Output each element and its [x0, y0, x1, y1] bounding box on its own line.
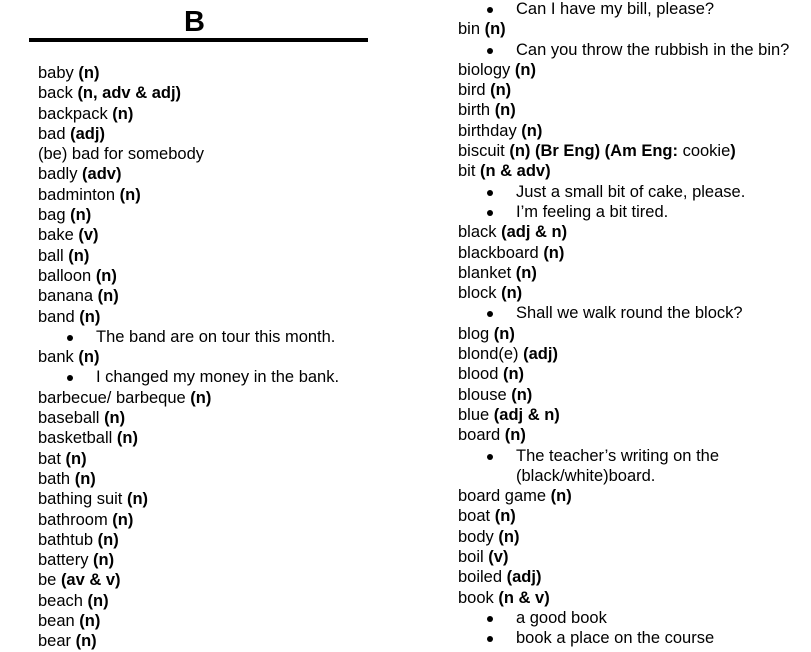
part-of-speech: (adj) — [506, 568, 542, 587]
left-word-column — [38, 63, 339, 652]
part-of-speech: (n) — [190, 388, 212, 407]
word-entry — [458, 588, 789, 608]
word-entry — [38, 611, 339, 631]
word-entry — [38, 286, 339, 306]
example-sentence — [458, 0, 789, 19]
headword: boiled — [458, 568, 507, 587]
example-sentence — [458, 202, 789, 222]
part-of-speech: (n) — [490, 81, 512, 100]
headword: barbecue/ barbeque — [38, 388, 191, 407]
part-of-speech: (n) — [68, 246, 90, 265]
word-entry — [38, 246, 339, 266]
headword: badly — [38, 165, 83, 184]
headword: (be) bad for somebody — [38, 145, 205, 164]
headword: blood — [458, 365, 503, 384]
part-of-speech: (adj & n) — [501, 223, 568, 242]
word-entry — [38, 124, 339, 144]
headword: bad — [38, 124, 71, 143]
example-sentence — [458, 608, 789, 628]
word-entry — [458, 283, 789, 303]
part-of-speech: (n & v) — [498, 588, 550, 607]
bullet-icon — [67, 375, 73, 381]
headword: biscuit — [458, 142, 510, 161]
part-of-speech: (n) — [515, 263, 537, 282]
headword: backpack — [38, 104, 113, 123]
headword: beach — [38, 591, 88, 610]
word-entry — [458, 100, 789, 120]
example-text: (black/white)board. — [516, 466, 656, 485]
bullet-icon — [487, 454, 493, 460]
word-entry — [38, 510, 339, 530]
headword: bake — [38, 226, 79, 245]
part-of-speech: (adj) — [523, 345, 558, 364]
word-entry — [458, 567, 789, 587]
headword: bat — [38, 449, 66, 468]
word-entry — [458, 486, 789, 506]
example-text: The teacher’s writing on the — [516, 446, 720, 465]
headword: bathtub — [38, 530, 98, 549]
word-entry — [458, 60, 789, 80]
example-text: Can you throw the rubbish in the bin? — [516, 40, 790, 59]
part-of-speech: (n) — [543, 243, 565, 262]
headword: blond(e) — [458, 345, 524, 364]
example-sentence — [458, 40, 789, 60]
example-text: book a place on the course — [516, 629, 715, 648]
example-text: I changed my money in the bank. — [96, 368, 340, 387]
example-text: The band are on tour this month. — [96, 327, 336, 346]
part-of-speech: (n) — [79, 307, 101, 326]
part-of-speech: (n) — [493, 324, 515, 343]
part-of-speech: (n, adv & adj) — [77, 84, 182, 103]
headword: bear — [38, 632, 76, 651]
word-entry — [458, 161, 789, 181]
part-of-speech: (adv) — [82, 165, 122, 184]
part-of-speech: (n) — [504, 426, 526, 445]
headword: badminton — [38, 185, 120, 204]
word-entry — [38, 104, 339, 124]
heading-rule — [29, 38, 368, 42]
part-of-speech: (n) — [79, 612, 101, 631]
part-of-speech: (n) (Br Eng) (Am Eng: — [509, 142, 683, 161]
part-of-speech: (n & adv) — [480, 162, 551, 181]
word-entry — [458, 344, 789, 364]
word-entry — [38, 408, 339, 428]
word-entry — [38, 570, 339, 590]
part-of-speech: (n) — [97, 530, 119, 549]
part-of-speech: (n) — [502, 365, 525, 384]
headword: bean — [38, 612, 80, 631]
example-sentence — [458, 628, 789, 648]
right-word-column — [458, 0, 789, 649]
part-of-speech: (adj & n) — [493, 405, 560, 424]
part-of-speech: (n) — [511, 385, 533, 404]
part-of-speech: (v) — [488, 548, 509, 567]
headword: ball — [38, 246, 69, 265]
headword: bag — [38, 206, 71, 225]
word-entry — [458, 547, 789, 567]
word-entry — [38, 185, 339, 205]
word-entry — [38, 83, 339, 103]
word-entry — [458, 19, 789, 39]
part-of-speech: (n) — [70, 206, 92, 225]
close-paren: ) — [730, 142, 736, 161]
headword: band — [38, 307, 80, 326]
alt-word: cookie — [682, 142, 731, 161]
headword: bath — [38, 469, 75, 488]
example-text: Can I have my bill, please? — [516, 0, 715, 18]
part-of-speech: (av & v) — [60, 571, 121, 590]
bullet-icon — [487, 636, 493, 642]
bullet-icon — [487, 210, 493, 216]
part-of-speech: (n) — [521, 121, 543, 140]
headword: book — [458, 588, 499, 607]
part-of-speech: (n) — [95, 266, 117, 285]
bullet-icon — [487, 48, 493, 54]
word-entry — [458, 364, 789, 384]
headword: bin — [458, 20, 485, 39]
word-entry — [38, 489, 339, 509]
headword: back — [38, 84, 78, 103]
word-entry — [38, 266, 339, 286]
part-of-speech: (n) — [104, 409, 126, 428]
headword: banana — [38, 287, 98, 306]
word-entry — [38, 388, 339, 408]
example-text: Just a small bit of cake, please. — [516, 182, 746, 201]
word-entry — [38, 63, 339, 83]
example-sentence — [458, 446, 789, 466]
word-entry — [458, 527, 789, 547]
example-sentence — [458, 182, 789, 202]
part-of-speech: (n) — [112, 510, 134, 529]
bullet-icon — [487, 190, 493, 196]
word-entry — [458, 222, 789, 242]
word-entry — [458, 506, 789, 526]
part-of-speech: (n) — [65, 449, 87, 468]
headword: birthday — [458, 121, 522, 140]
headword: boat — [458, 507, 495, 526]
word-entry — [38, 428, 339, 448]
headword: body — [458, 527, 499, 546]
headword: balloon — [38, 266, 96, 285]
word-entry — [38, 347, 339, 367]
part-of-speech: (n) — [494, 101, 516, 120]
part-of-speech: (n) — [74, 469, 96, 488]
headword: black — [458, 223, 502, 242]
headword: bathroom — [38, 510, 113, 529]
headword: bit — [458, 162, 481, 181]
part-of-speech: (n) — [494, 507, 516, 526]
part-of-speech: (n) — [550, 487, 572, 506]
word-entry — [458, 425, 789, 445]
part-of-speech: (n) — [87, 591, 109, 610]
bullet-icon — [487, 616, 493, 622]
headword: blouse — [458, 385, 512, 404]
part-of-speech: (n) — [78, 64, 100, 82]
example-sentence — [458, 303, 789, 323]
word-entry — [38, 530, 339, 550]
headword: be — [38, 571, 61, 590]
part-of-speech: (n) — [97, 287, 119, 306]
example-sentence — [38, 327, 339, 347]
word-entry — [458, 121, 789, 141]
headword: blackboard — [458, 243, 544, 262]
part-of-speech: (n) — [78, 348, 100, 367]
part-of-speech: (n) — [119, 185, 141, 204]
headword: battery — [38, 551, 94, 570]
word-entry — [458, 405, 789, 425]
headword: biology — [458, 60, 515, 79]
word-entry — [38, 591, 339, 611]
word-entry — [458, 263, 789, 283]
word-entry — [458, 80, 789, 100]
headword: blue — [458, 405, 494, 424]
part-of-speech: (v) — [78, 226, 99, 245]
example-sentence — [38, 367, 339, 387]
part-of-speech: (n) — [484, 20, 506, 39]
headword: bird — [458, 81, 491, 100]
part-of-speech: (n) — [93, 551, 115, 570]
word-entry — [38, 449, 339, 469]
part-of-speech: (n) — [75, 632, 97, 651]
headword: basketball — [38, 429, 117, 448]
word-entry — [38, 225, 339, 245]
headword: baseball — [38, 409, 105, 428]
part-of-speech: (n) — [498, 527, 520, 546]
word-entry — [38, 205, 339, 225]
headword: block — [458, 284, 502, 303]
section-letter: B — [184, 6, 205, 38]
word-entry — [458, 324, 789, 344]
part-of-speech: (n) — [514, 60, 536, 79]
headword: baby — [38, 64, 79, 82]
word-entry — [38, 550, 339, 570]
part-of-speech: (n) — [116, 429, 138, 448]
word-entry — [38, 469, 339, 489]
word-entry — [38, 307, 339, 327]
word-entry — [38, 631, 339, 651]
headword: birth — [458, 101, 495, 120]
headword: bank — [38, 348, 79, 367]
bullet-icon — [487, 7, 493, 13]
headword: blanket — [458, 263, 516, 282]
headword: bathing suit — [38, 490, 127, 509]
word-entry — [38, 144, 339, 164]
bullet-icon — [67, 335, 73, 341]
example-text: Shall we walk round the block? — [516, 304, 743, 323]
part-of-speech: (adj) — [70, 124, 105, 143]
part-of-speech: (n) — [112, 104, 134, 123]
headword: boil — [458, 548, 489, 567]
bullet-icon — [487, 311, 493, 317]
example-continuation — [458, 466, 789, 486]
headword: blog — [458, 324, 494, 343]
headword: board game — [458, 487, 551, 506]
word-entry — [38, 164, 339, 184]
part-of-speech: (n) — [126, 490, 149, 509]
headword: board — [458, 426, 505, 445]
word-entry — [458, 141, 789, 161]
word-entry — [458, 385, 789, 405]
example-text: I’m feeling a bit tired. — [516, 202, 669, 221]
word-entry — [458, 243, 789, 263]
part-of-speech: (n) — [501, 284, 523, 303]
example-text: a good book — [516, 608, 607, 627]
